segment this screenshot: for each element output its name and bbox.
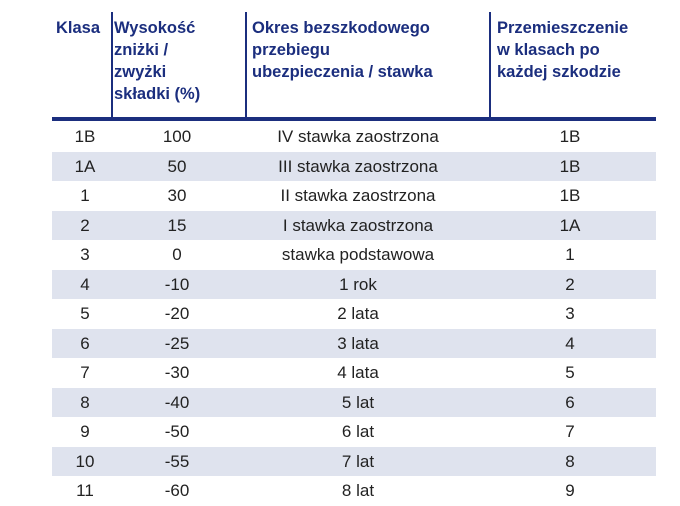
cell-wysokosc: 0	[172, 245, 182, 264]
cell-wysokosc: 50	[167, 156, 187, 176]
cell-wysokosc: -50	[164, 422, 190, 441]
table-row	[52, 299, 656, 329]
header-przemieszczenie	[497, 17, 657, 83]
header-line: ubezpieczenia / stawka	[252, 63, 433, 81]
cell-przemieszczenie: 4	[565, 333, 575, 353]
cell-klasa: 9	[80, 422, 90, 441]
table-row	[52, 270, 656, 300]
cell-klasa: 10	[75, 451, 95, 471]
cell-okres: 6 lat	[341, 422, 375, 441]
table-row	[52, 388, 656, 418]
cell-przemieszczenie: 1A	[559, 215, 581, 235]
bonus-malus-table	[52, 0, 656, 500]
header-line: składki (%)	[114, 85, 201, 103]
cell-przemieszczenie: 2	[565, 274, 575, 294]
table-row	[52, 152, 656, 182]
cell-przemieszczenie: 6	[565, 392, 575, 412]
cell-przemieszczenie: 3	[565, 304, 575, 323]
column-divider	[489, 12, 491, 118]
cell-wysokosc: 100	[162, 127, 192, 146]
header-line: przebiegu	[252, 41, 330, 59]
cell-okres: 8 lat	[341, 481, 375, 500]
cell-klasa: 7	[80, 363, 90, 382]
table-header	[52, 0, 656, 118]
table-row	[52, 181, 656, 211]
table-body	[52, 122, 656, 506]
cell-wysokosc: -60	[164, 481, 190, 500]
cell-klasa: 1	[80, 186, 90, 205]
cell-okres: I stawka zaostrzona	[282, 215, 434, 235]
cell-okres: stawka podstawowa	[281, 245, 435, 264]
header-line: w klasach po	[497, 41, 600, 59]
table-row	[52, 358, 656, 388]
header-line: Wysokość	[114, 19, 196, 37]
header-klasa	[56, 17, 108, 39]
header-line: każdej szkodzie	[497, 63, 621, 81]
cell-wysokosc: 15	[167, 215, 187, 235]
cell-klasa: 8	[80, 392, 90, 412]
cell-przemieszczenie: 1	[565, 245, 575, 264]
cell-wysokosc: -25	[164, 333, 190, 353]
cell-przemieszczenie: 1B	[559, 186, 581, 205]
cell-przemieszczenie: 5	[565, 363, 575, 382]
header-line: zwyżki	[114, 63, 167, 81]
table-row	[52, 211, 656, 241]
header-wysokosc	[114, 17, 244, 105]
cell-klasa: 1B	[74, 127, 96, 146]
cell-przemieszczenie: 8	[565, 451, 575, 471]
cell-okres: 3 lata	[337, 333, 379, 353]
table-row	[52, 417, 656, 447]
cell-klasa: 1A	[74, 156, 96, 176]
table-row	[52, 329, 656, 359]
cell-wysokosc: -55	[164, 451, 190, 471]
cell-wysokosc: -30	[164, 363, 190, 382]
cell-przemieszczenie: 1B	[559, 127, 581, 146]
cell-okres: 5 lat	[341, 392, 375, 412]
header-line: Okres bezszkodowego	[252, 19, 430, 37]
table-row	[52, 476, 656, 506]
table-row	[52, 122, 656, 152]
cell-okres: 7 lat	[341, 451, 375, 471]
header-klasa-line: Klasa	[56, 19, 101, 37]
header-rule	[52, 117, 656, 121]
cell-wysokosc: 30	[167, 186, 187, 205]
cell-klasa: 5	[80, 304, 90, 323]
cell-okres: 4 lata	[337, 363, 379, 382]
column-divider	[245, 12, 247, 118]
cell-okres: III stawka zaostrzona	[278, 156, 438, 176]
cell-przemieszczenie: 7	[565, 422, 575, 441]
cell-wysokosc: -10	[164, 274, 190, 294]
cell-klasa: 4	[80, 274, 90, 294]
cell-klasa: 2	[80, 215, 90, 235]
cell-wysokosc: -20	[164, 304, 190, 323]
header-okres	[252, 17, 490, 83]
column-divider	[111, 12, 113, 118]
cell-klasa: 11	[76, 481, 94, 500]
cell-przemieszczenie: 1B	[559, 156, 581, 176]
cell-przemieszczenie: 9	[565, 481, 575, 500]
cell-klasa: 6	[80, 333, 90, 353]
cell-wysokosc: -40	[164, 392, 190, 412]
cell-okres: 2 lata	[337, 304, 379, 323]
cell-okres: IV stawka zaostrzona	[277, 127, 439, 146]
header-line: zniżki /	[114, 41, 169, 59]
cell-okres: II stawka zaostrzona	[280, 186, 436, 205]
cell-klasa: 3	[80, 245, 90, 264]
header-line: Przemieszczenie	[497, 19, 629, 37]
cell-okres: 1 rok	[339, 274, 377, 294]
table-row	[52, 240, 656, 270]
table-row	[52, 447, 656, 477]
